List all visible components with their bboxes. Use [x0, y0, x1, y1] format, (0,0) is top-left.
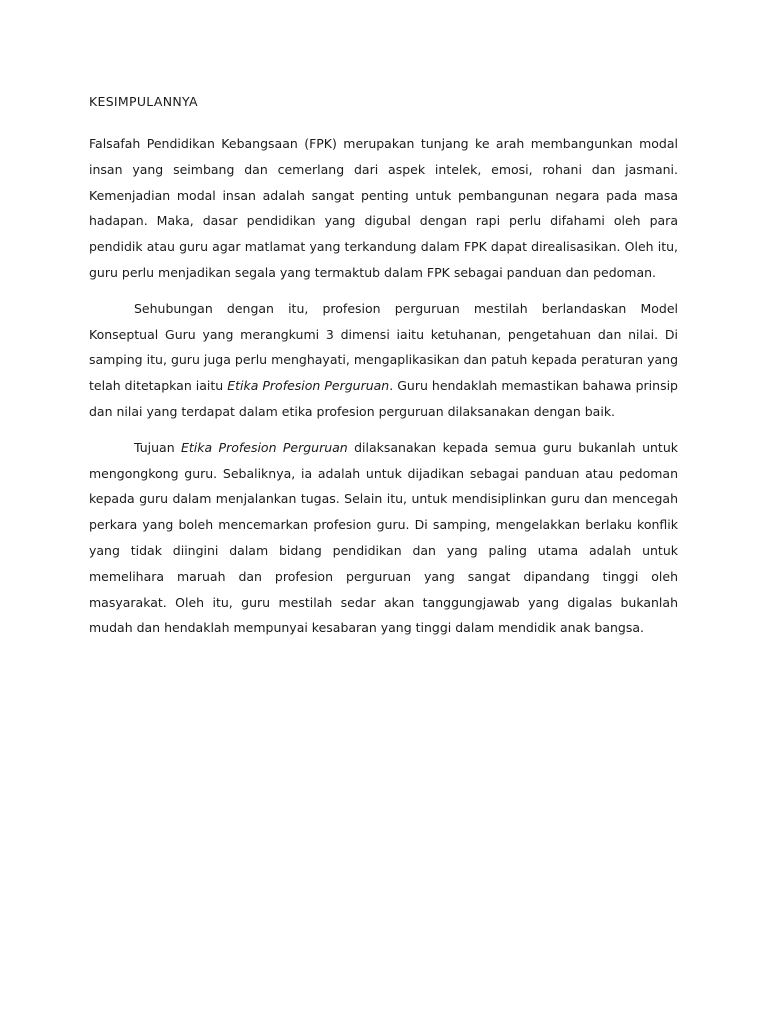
- paragraph-intro: [89, 131, 678, 286]
- paragraph-tujuan: [89, 435, 678, 641]
- paragraph-text: Falsafah Pendidikan Kebangsaan (FPK) merupakan tunjang ke arah membangunkan modal insan yang seimbang dan cemerlang dari aspek intelek, emosi, rohani dan jasmani. Kemenjadian modal insan adalah sangat penting untuk pembangunan negara pada masa hadapan. Maka, dasar pendidikan yang digubal dengan rapi perlu difahami oleh para pendidik atau guru agar matlamat yang terkandung dalam FPK dapat direalisasikan. Oleh itu, guru perlu menjadikan segala yang termaktub dalam FPK sebagai panduan dan pedoman.: [89, 136, 678, 280]
- paragraph-text: Tujuan: [134, 439, 181, 455]
- italic-term: Etika Profesion Perguruan: [227, 378, 390, 394]
- paragraph-text: . Guru hendaklah memastikan bahawa prinsip dan nilai yang terdapat dalam etika profesion perguruan dilaksanakan dengan baik.: [89, 378, 678, 419]
- paragraph-text: Sehubungan dengan itu, profesion perguruan mestilah berlandaskan Model Konseptual Guru yang merangkumi 3 dimensi iaitu ketuhanan, pengetahuan dan nilai. Di samping itu, guru juga perlu menghayati, mengaplikasikan dan patuh kepada peraturan yang telah ditetapkan iaitu: [89, 300, 678, 394]
- paragraph-model-konseptual: [89, 296, 678, 425]
- italic-term: Etika Profesion Perguruan: [181, 439, 348, 455]
- paragraph-text: dilaksanakan kepada semua guru bukanlah untuk mengongkong guru. Sebaliknya, ia adalah untuk dijadikan sebagai panduan atau pedoman kepada guru dalam menjalankan tugas. Selain itu, untuk mendisiplinkan guru dan mencegah perkara yang boleh mencemarkan profesion guru. Di samping, mengelakkan berlaku konflik yang tidak diingini dalam bidang pendidikan dan yang paling utama adalah untuk memelihara maruah dan profesion perguruan yang sangat dipandang tinggi oleh masyarakat. Oleh itu, guru mestilah sedar akan tanggungjawab yang digalas bukanlah mudah dan hendaklah mempunyai kesabaran yang tinggi dalam mendidik anak bangsa.: [89, 439, 678, 636]
- document-body: [89, 92, 678, 651]
- section-heading: KESIMPULANNYA: [89, 94, 198, 109]
